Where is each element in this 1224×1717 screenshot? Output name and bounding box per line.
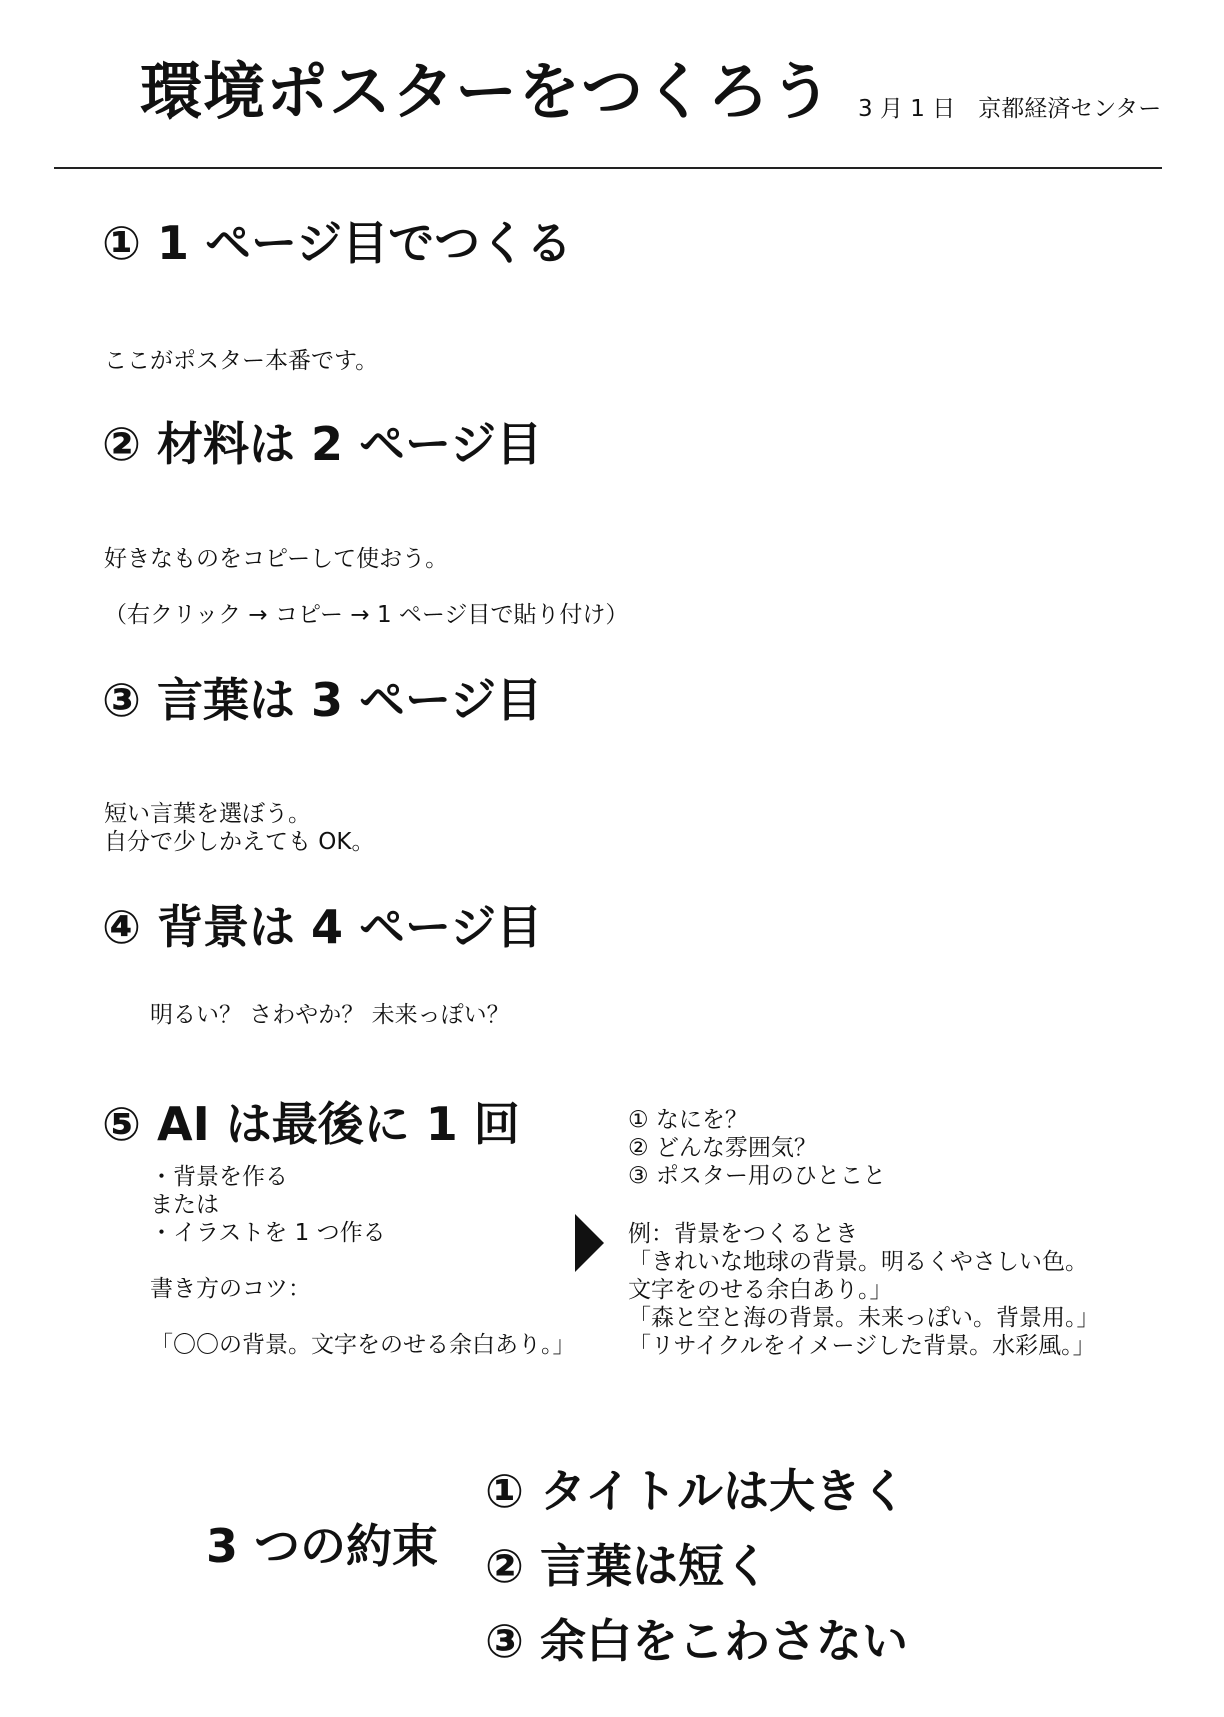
- section-3-heading: ③ 言葉は 3 ページ目: [102, 673, 543, 727]
- header-divider: [54, 167, 1162, 169]
- promise-item-1: ① タイトルは大きく: [485, 1464, 908, 1518]
- ai-prompt-points: ① なにを？ ② どんな雰囲気？ ③ ポスター用のひとこと: [628, 1107, 886, 1189]
- section-2-heading: ② 材料は 2 ページ目: [102, 417, 543, 471]
- date-venue: 3 月 1 日 京都経済センター: [858, 96, 1162, 122]
- ai-prompt-examples: 例：背景をつくるとき 「きれいな地球の背景。明るくやさしい色。 文字をのせる余白あり。」 「森と空と海の背景。未来っぽい。背景用。」 「リサイクルをイメージした背景。水彩風。」: [628, 1221, 1100, 1359]
- section-3-body: 短い言葉を選ぼう。 自分で少しかえても OK。: [104, 801, 375, 855]
- section-1-body: ここがポスター本番です。: [104, 348, 379, 374]
- triangle-arrow-icon: [575, 1214, 604, 1272]
- section-1-heading: ① 1 ページ目でつくる: [102, 216, 573, 270]
- section-5-body: ・背景を作る または ・イラストを 1 つ作る 書き方のコツ： 「〇〇の背景。文字をのせる余白あり。」: [150, 1164, 576, 1358]
- section-4-body: 明るい？ さわやか？ 未来っぽい？: [150, 1002, 510, 1028]
- promise-item-3: ③ 余白をこわさない: [485, 1614, 908, 1668]
- poster-title: 環境ポスターをつくろう: [140, 55, 834, 128]
- section-4-heading: ④ 背景は 4 ページ目: [102, 900, 543, 954]
- section-5-heading: ⑤ AI は最後に 1 回: [102, 1097, 520, 1151]
- promise-item-2: ② 言葉は短く: [485, 1539, 770, 1593]
- promises-title: 3 つの約束: [206, 1519, 439, 1573]
- section-2-body: 好きなものをコピーして使おう。: [104, 546, 449, 572]
- section-2-note: （右クリック → コピー → 1 ページ目で貼り付け）: [104, 602, 629, 628]
